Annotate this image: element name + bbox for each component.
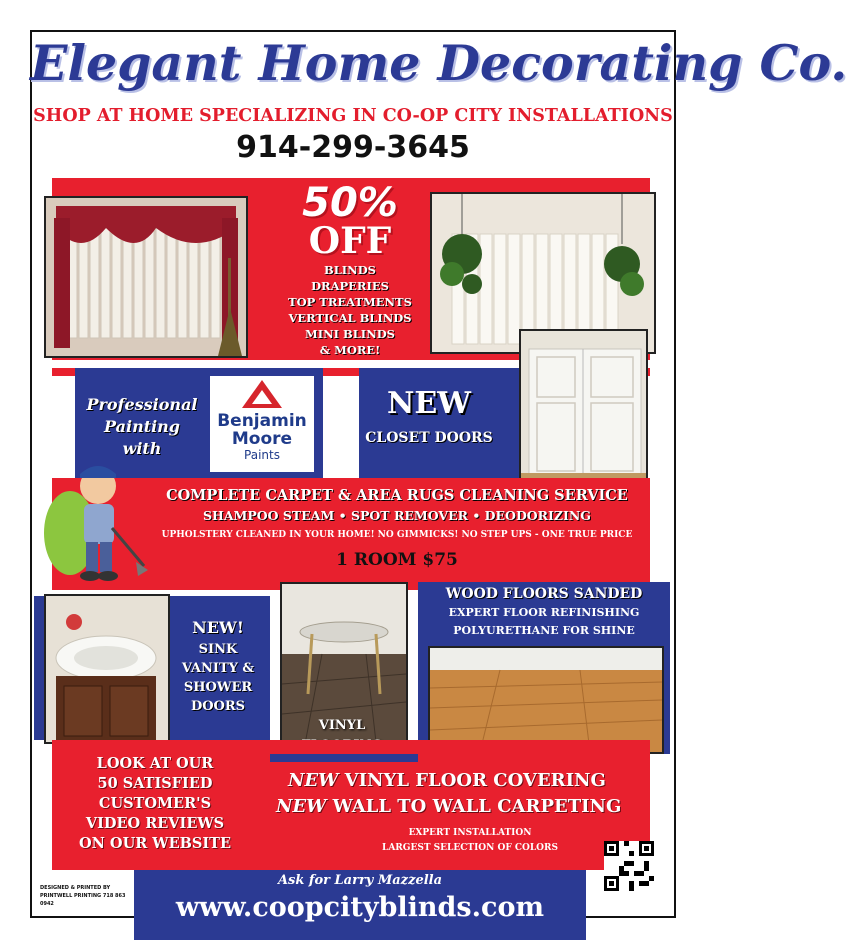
sale-item: TOP TREATMENTS [288,295,412,309]
sink-new: NEW! [192,618,244,637]
covering-line2 [276,796,656,817]
sale-off: OFF [308,220,392,262]
logo-brand3: Paints [244,448,280,462]
sink-list [172,640,264,716]
reviews-line: ON OUR WEBSITE [79,835,231,852]
curtains-illustration [46,198,246,356]
closet-doors-photo [519,329,648,485]
sink-line: DOORS [190,699,246,714]
reviews-line: VIDEO REVIEWS [85,815,225,832]
covering-line1 [288,770,658,791]
painting-line2: Painting with [104,417,180,458]
sink-line: VANITY & [181,661,255,676]
qr-code-icon [604,841,654,891]
covering-text2: WALL TO WALL CARPETING [326,796,622,817]
qr-code [604,841,654,891]
sale-items [270,262,430,358]
print-credit [40,884,130,908]
covering-new-2: NEW [276,796,327,817]
wood-line1: EXPERT FLOOR REFINISHING [448,606,640,619]
ask-for-text: Ask for Larry Mazzella [277,873,443,888]
closet-label: CLOSET DOORS [365,430,493,446]
sale-item: VERTICAL BLINDS [288,311,412,325]
painting-text [82,394,202,460]
phone-number: 914-299-3645 [236,130,470,165]
covering-text1: VINYL FLOOR COVERING [338,770,606,791]
wood-floor-illustration [430,648,662,752]
closet-panel [359,368,519,478]
closet-doors-illustration [521,331,646,483]
sink-line: SINK [198,642,238,657]
vanity-illustration [46,596,168,742]
closet-new: NEW [387,386,471,421]
sale-item: & MORE! [319,343,381,357]
carpet-price: 1 ROOM $75 [336,550,458,570]
wood-line2: POLYURETHANE FOR SHINE [453,624,635,637]
vinyl-line1: VINYL [318,718,366,733]
website-link[interactable]: www.coopcityblinds.com [175,892,545,923]
company-name: Elegant Home Decorating Co. [30,34,847,92]
sale-percent: 50% [302,180,398,226]
reviews-line: 50 SATISFIED [97,775,213,792]
tagline: SHOP AT HOME SPECIALIZING IN CO-OP CITY INSTALLATIONS [33,106,673,126]
vanity-photo [44,594,170,744]
sale-item: DRAPERIES [311,279,389,293]
benjamin-moore-logo [210,376,314,472]
cleaner-mascot [40,458,150,588]
wood-headline: WOOD FLOORS SANDED [445,586,643,602]
reviews-text [60,754,250,854]
reviews-line: CUSTOMER'S [98,795,212,812]
covering-new: NEW [288,770,339,791]
logo-brand2: Moore [231,429,293,449]
curtains-photo [44,196,248,358]
sale-item: BLINDS [324,263,376,277]
cleaner-mascot-illustration [40,458,150,588]
carpet-upholstery: UPHOLSTERY CLEANED IN YOUR HOME! NO GIMMICKS! NO STEP UPS - ONE TRUE PRICE [161,530,633,540]
covering-sub1: EXPERT INSTALLATION [408,828,532,838]
benjamin-moore-triangle-icon [242,380,282,408]
covering-sub2: LARGEST SELECTION OF COLORS [382,843,558,853]
carpet-headline: COMPLETE CARPET & AREA RUGS CLEANING SERVICE [166,487,628,504]
credit-line2: PRINTWELL PRINTING 718 863 0942 [40,893,126,907]
sink-line: SHOWER [183,680,253,695]
carpet-services: SHAMPOO STEAM • SPOT REMOVER • DEODORIZING [203,508,591,523]
credit-line1: DESIGNED & PRINTED BY [40,885,111,891]
reviews-line: LOOK AT OUR [96,755,214,772]
logo-brand1: Benjamin [217,411,307,431]
painting-line1: Professional [86,395,198,414]
wood-floor-photo [428,646,664,754]
sale-item: MINI BLINDS [305,327,395,341]
bottom-blue-strip [270,754,418,762]
